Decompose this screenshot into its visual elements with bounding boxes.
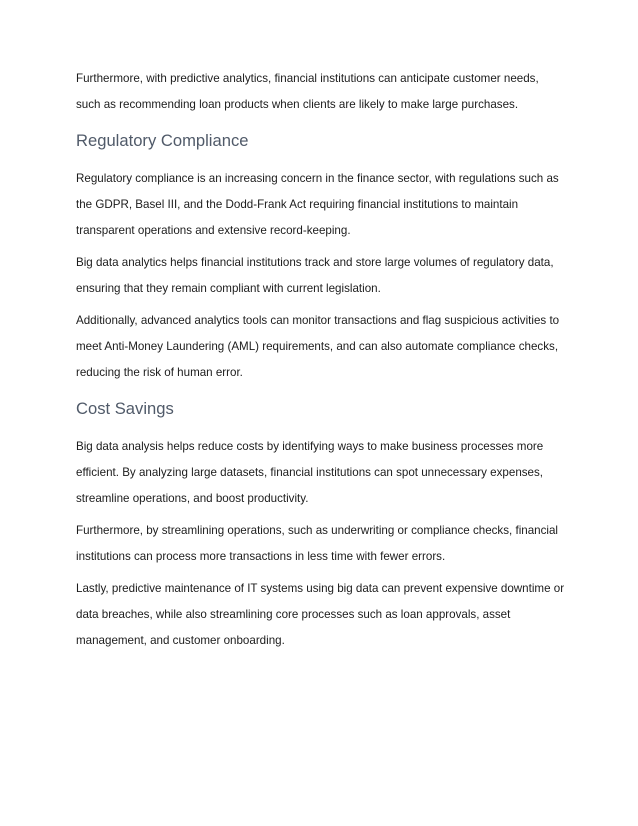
text-line: Big data analytics helps financial institutions track and store large volumes of regulatory data, — [76, 256, 554, 269]
text-line: ensuring that they remain compliant with current legislation. — [76, 282, 381, 295]
text-line: meet Anti-Money Laundering (AML) requirements, and can also automate compliance checks, — [76, 340, 559, 353]
paragraph — [76, 166, 576, 244]
text-line: reducing the risk of human error. — [76, 366, 243, 379]
text-line: streamline operations, and boost productivity. — [76, 492, 309, 505]
text-line: Furthermore, with predictive analytics, financial institutions can anticipate customer needs, — [76, 72, 539, 85]
text-line: data breaches, while also streamlining core processes such as loan approvals, asset — [76, 608, 511, 621]
document-page — [76, 66, 576, 654]
text-line: Lastly, predictive maintenance of IT systems using big data can prevent expensive downtime or — [76, 582, 565, 595]
text-line: institutions can process more transactions in less time with fewer errors. — [76, 550, 446, 563]
text-line: the GDPR, Basel III, and the Dodd-Frank Act requiring financial institutions to maintain — [76, 198, 519, 211]
text-line: transparent operations and extensive record-keeping. — [76, 224, 351, 237]
paragraph — [76, 250, 576, 302]
paragraph — [76, 576, 576, 654]
text-line: Furthermore, by streamlining operations, such as underwriting or compliance checks, financial — [76, 524, 559, 537]
section-heading-cost-savings: Cost Savings — [76, 399, 174, 418]
text-line: Additionally, advanced analytics tools can monitor transactions and flag suspicious activities to — [76, 314, 560, 327]
text-line: such as recommending loan products when clients are likely to make large purchases. — [76, 98, 519, 111]
text-line: management, and customer onboarding. — [76, 634, 285, 647]
intro-paragraph — [76, 66, 576, 118]
text-line: Regulatory compliance is an increasing concern in the finance sector, with regulations such as — [76, 172, 559, 185]
section-heading-regulatory-compliance: Regulatory Compliance — [76, 131, 249, 150]
paragraph — [76, 434, 576, 512]
text-line: efficient. By analyzing large datasets, financial institutions can spot unnecessary expenses, — [76, 466, 544, 479]
text-line: Big data analysis helps reduce costs by identifying ways to make business processes more — [76, 440, 544, 453]
paragraph — [76, 308, 576, 386]
paragraph — [76, 518, 576, 570]
